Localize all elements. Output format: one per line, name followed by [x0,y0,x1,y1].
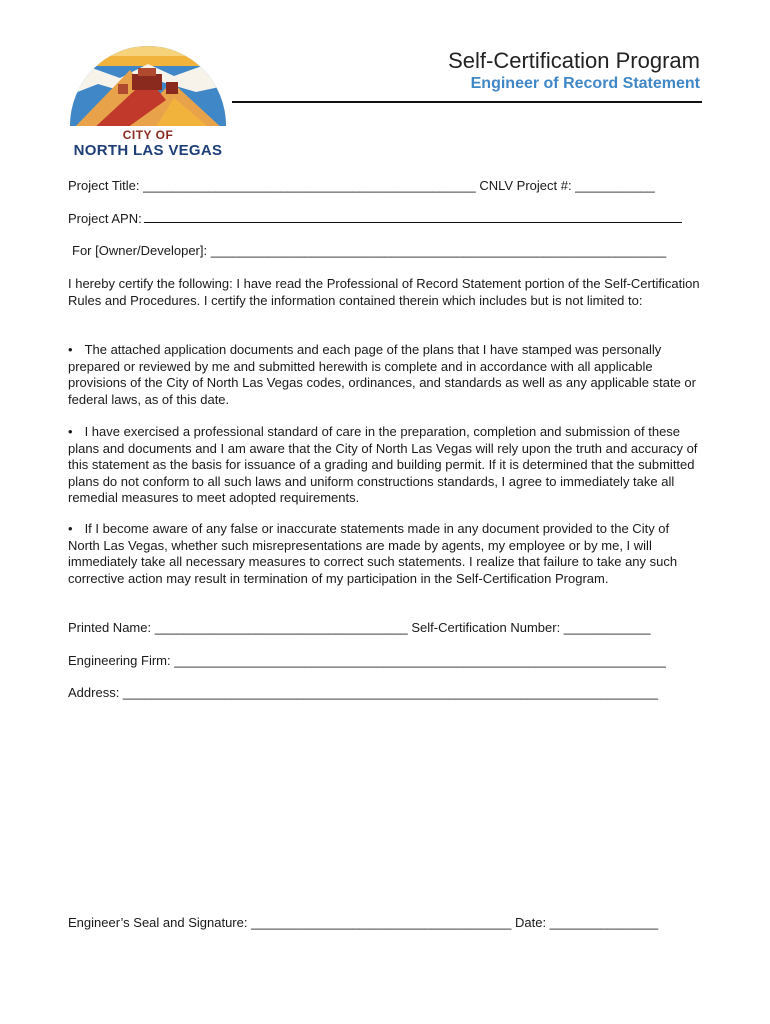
bullet-text: The attached application documents and each page of the plans that I have stamped was personally prepared or reviewed by me and submitted herewith is complete and in accordance with all applicable provisions of the City of North Las Vegas codes, ordinances, and standards as well as any applicable state or federal laws, as of this date. [68,342,696,407]
bullet-icon: • [68,342,73,357]
bullet-icon: • [68,424,73,439]
logo-city-of: CITY OF [122,128,174,142]
printed-name-field[interactable]: Printed Name: ___________________________________ Self-Certification Number: ____________ [68,620,651,635]
page-subtitle: Engineer of Record Statement [470,75,700,92]
bullet-icon: • [68,521,73,536]
project-title-field[interactable]: Project Title: ______________________________________________ CNLV Project #: ___________ [68,178,655,193]
city-logo [62,38,234,162]
engineering-firm-field[interactable]: Engineering Firm: ____________________________________________________________________ [68,653,666,668]
project-apn-field[interactable] [68,210,682,227]
address-field[interactable]: Address: __________________________________________________________________________ [68,685,658,700]
bullet-item-3 [68,521,704,587]
intro-paragraph: I hereby certify the following: I have read the Professional of Record Statement portion of the Self-Certification Rules and Procedures. I certify the information contained therein which includes but is not limited to: [68,276,700,308]
header-divider [232,101,702,103]
bullet-item-2 [68,424,704,507]
seal-signature-field[interactable]: Engineer’s Seal and Signature: ____________________________________ Date: _______________ [68,915,659,930]
owner-developer-field[interactable]: For [Owner/Developer]: _______________________________________________________________ [72,243,667,258]
project-apn-label: Project APN: [68,211,142,226]
project-apn-input-line[interactable] [144,210,682,223]
bullet-text: If I become aware of any false or inaccurate statements made in any document provided to the City of North Las Vegas, whether such misrepresentations are made by agents, my employee or by me, I will immediately take all necessary measures to correct such statements. I realize that failure to take any such corrective action may result in termination of my participation in the Self-Certification Program. [68,521,678,586]
page-title: Self-Certification Program [448,48,700,73]
bullet-text: I have exercised a professional standard of care in the preparation, completion and submission of these plans and documents and I am aware that the City of North Las Vegas will rely upon the truth and accuracy of this statement as the basis for issuance of a grading and building permit. If it is determined that the submitted plans do not conform to all such laws and uniform constructions standards, I agree to immediately take all remedial measures to meet adopted requirements. [68,424,698,505]
logo-city-name: NORTH LAS VEGAS [73,142,223,159]
bullet-item-1 [68,342,704,408]
